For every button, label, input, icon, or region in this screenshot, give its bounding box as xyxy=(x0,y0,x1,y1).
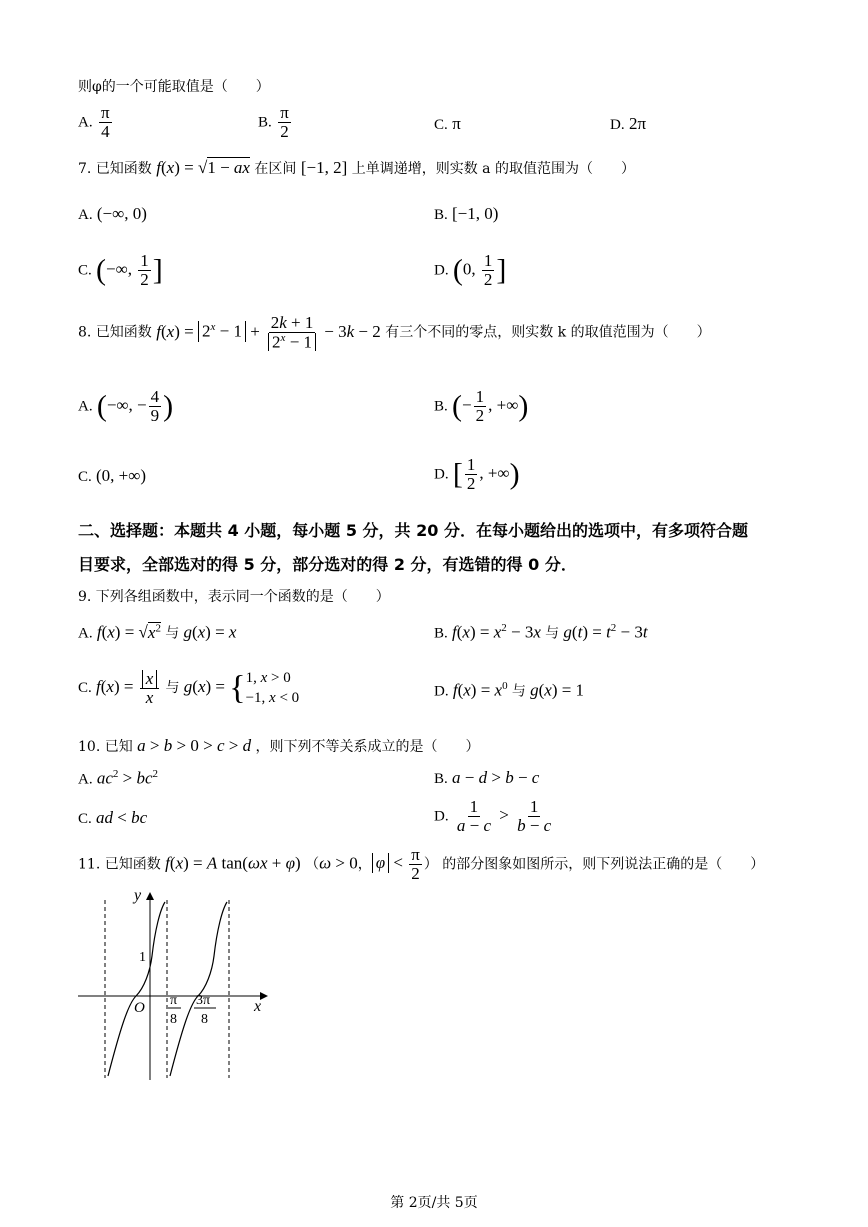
q11-stem: 11. 已知函数 f(x) = A tan(ωx + φ) （ω > 0， φ < $\frac{\pi}{2}$ ） 的部分图象如图所示，则下列说法正确的是（ ） xyxy=(78,845,765,883)
q10-option-b: B. a − d > b − c xyxy=(434,768,540,787)
tick-3pi-over-8-den: 8 xyxy=(201,1012,208,1027)
q8-option-c: C. (0, +∞) xyxy=(78,466,147,485)
q6-option-d: D. 2π xyxy=(610,114,647,133)
section2-heading-line2: 目要求，全部选对的得 5 分，部分选对的得 2 分，有选错的得 0 分． xyxy=(78,555,577,574)
q8-option-d: D. [ $\frac{1}{2}$ , +∞) xyxy=(434,455,520,493)
origin-label: O xyxy=(134,1000,145,1016)
q8-option-b: B. (− $\frac{1}{2}$ , +∞) xyxy=(434,387,529,425)
q6-stem: 则φ的一个可能取值是（ ） xyxy=(78,79,270,95)
tan-branch-1 xyxy=(108,902,165,1076)
q6-option-c: C. π xyxy=(434,114,461,133)
q7-stem: 7. 已知函数 f(x) = √1 − ax 在区间 [−1, 2] 上单调递增，则实数 a 的取值范围为（ ） xyxy=(78,158,635,177)
q9-stem: 9. 下列各组函数中，表示同一个函数的是（ ） xyxy=(78,589,390,605)
q9-option-c: C. f(x) = $\frac{x}{x}$ 与 g(x) = { 1, x > 0 −1, x < 0 xyxy=(78,668,300,707)
tan-branch-2 xyxy=(170,902,227,1076)
q7-option-c: C. (−∞, $\frac{1}{2}$ ] xyxy=(78,251,163,289)
x-axis-label: x xyxy=(254,998,262,1015)
q9-option-a: A. $f(x) = √x^2$ 与 g(x) = x xyxy=(78,622,237,642)
q7-option-d: D. (0, $\frac{1}{2}$ ] xyxy=(434,251,507,289)
tick-pi-over-8-den: 8 xyxy=(170,1012,177,1027)
q8-option-a: A. (−∞, − $\frac{4}{9}$ ) xyxy=(78,387,174,425)
q10-option-d: D. $\frac{1}{a - c}$ > $\frac{1}{b - c}$ xyxy=(434,797,552,835)
q7-option-a: A. (−∞, 0) xyxy=(78,204,147,223)
q8-stem: 8. 已知函数 $f(x) = 2^x - 1$ + $\frac{2k + 1}{2^x - 1}$ − 3k − 2 有三个不同的零点，则实数 k 的取值范围为（ ） xyxy=(78,313,711,352)
q7-option-b: B. [−1, 0) xyxy=(434,204,499,223)
q6-option-a: A. $\frac{\pi}{4}$ xyxy=(78,103,110,141)
q9-option-d: D. $f(x) = x^0$ 与 g(x) = 1 xyxy=(434,680,585,700)
section2-heading-line1: 二、选择题：本题共 4 小题，每小题 5 分，共 20 分．在每小题给出的选项中，有多项符合题 xyxy=(78,521,748,540)
q6-option-b: B. $\frac{\pi}{2}$ xyxy=(258,103,289,141)
y-axis-label: y xyxy=(134,887,142,904)
q10-option-c: C. ad < bc xyxy=(78,808,148,827)
q10-option-a: A. $ac^2 > bc^2$ xyxy=(78,768,159,788)
tangent-graph xyxy=(70,880,280,1090)
page-footer: 第 2页/共 5页 xyxy=(390,1195,478,1211)
y-tick-one-label: 1 xyxy=(139,950,146,965)
tick-3pi-over-8-num: 3π xyxy=(196,993,211,1008)
tick-pi-over-8-num: π xyxy=(170,993,178,1008)
q10-stem: 10. 已知 a > b > 0 > c > d ，则下列不等关系成立的是（ ） xyxy=(78,736,480,755)
q9-option-b: B. $f(x) = x^2 - 3x$ 与 $g(t) = t^2 - 3t$ xyxy=(434,622,648,642)
